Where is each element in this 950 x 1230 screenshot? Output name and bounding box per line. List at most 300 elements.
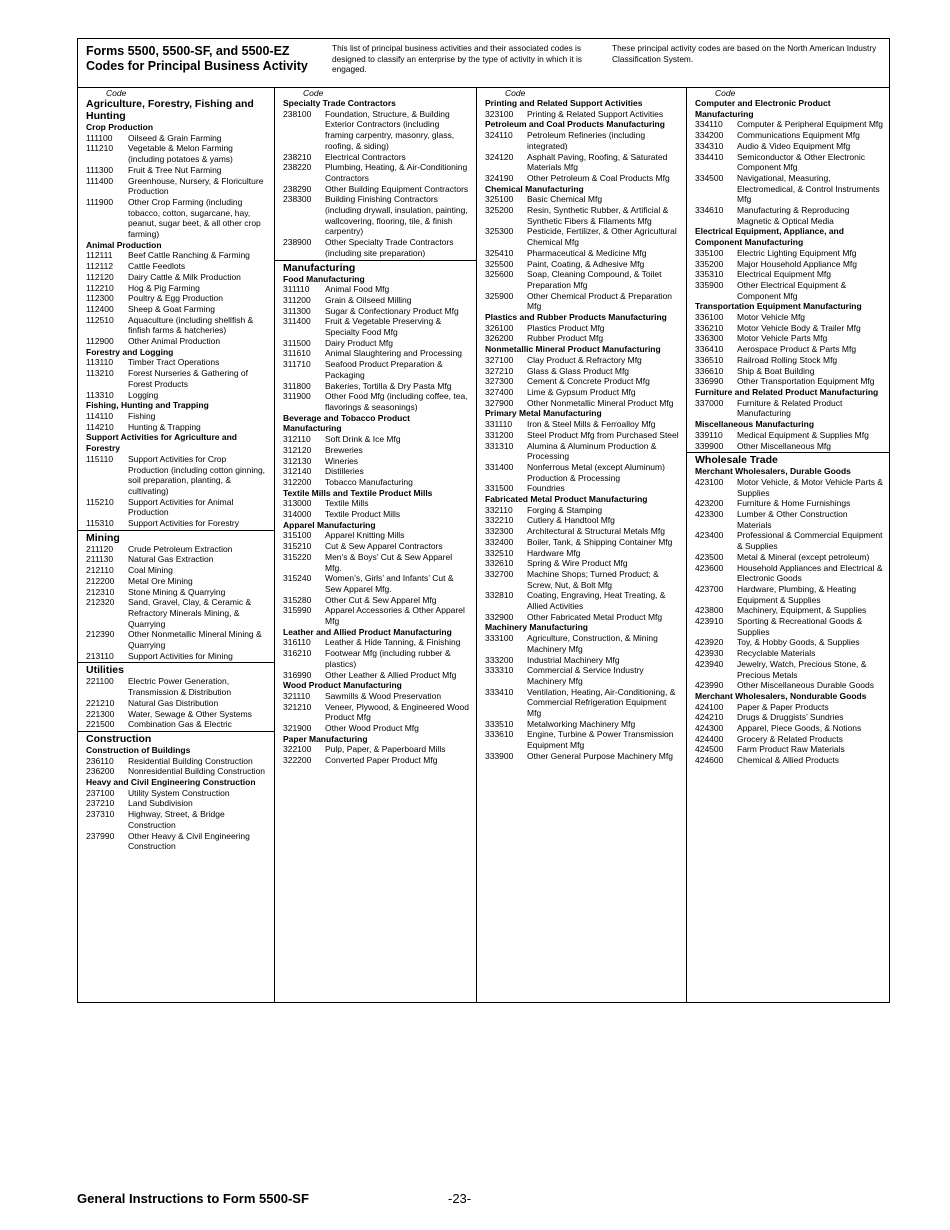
activity-row xyxy=(78,719,274,730)
activity-row xyxy=(275,316,476,337)
activity-row xyxy=(78,756,274,767)
activity-description: Pesticide, Fertilizer, & Other Agricultural Chemical Mfg xyxy=(527,226,677,248)
activity-row xyxy=(687,734,889,745)
activity-row xyxy=(687,552,889,563)
subsector-heading: Forestry and Logging xyxy=(86,346,174,357)
activity-row xyxy=(78,357,274,368)
activity-code: 316210 xyxy=(283,648,312,659)
activity-description: Building Finishing Contractors (including drywall, insulation, painting, wallcovering, flooring, tile, & finish carpentry) xyxy=(325,194,468,237)
activity-row xyxy=(78,315,274,336)
activity-description: Vegetable & Melon Farming (including potatoes & yams) xyxy=(128,143,233,165)
activity-row xyxy=(477,152,686,173)
activity-description: Metal & Mineral (except petroleum) xyxy=(737,551,870,562)
activity-row xyxy=(477,655,686,666)
activity-code: 111900 xyxy=(86,196,114,207)
activity-row xyxy=(275,670,476,681)
activity-row xyxy=(687,398,889,419)
activity-description: Hardware Mfg xyxy=(527,547,581,558)
activity-row xyxy=(687,259,889,270)
activity-code: 111400 xyxy=(86,175,114,186)
codes-table xyxy=(77,38,890,1003)
activity-code: 321110 xyxy=(283,690,311,701)
activity-row xyxy=(78,554,274,565)
activity-row xyxy=(78,651,274,662)
activity-code: 327300 xyxy=(485,376,514,387)
activity-row xyxy=(477,194,686,205)
activity-code: 238220 xyxy=(283,162,312,173)
activity-description: Apparel Knitting Mills xyxy=(325,530,405,541)
activity-code: 339110 xyxy=(695,429,723,440)
activity-code: 313000 xyxy=(283,498,312,509)
activity-row xyxy=(78,390,274,401)
activity-code: 332900 xyxy=(485,611,514,622)
activity-row xyxy=(78,565,274,576)
activity-row xyxy=(477,505,686,516)
activity-code: 325300 xyxy=(485,226,514,237)
activity-row xyxy=(477,515,686,526)
activity-description: Men’s & Boys’ Cut & Sew Apparel Mfg. xyxy=(325,551,453,573)
activity-row xyxy=(477,441,686,462)
activity-description: Poultry & Egg Production xyxy=(128,293,223,304)
activity-row xyxy=(477,376,686,387)
activity-code: 334500 xyxy=(695,172,724,183)
activity-description: Coating, Engraving, Heat Treating, & Allied Activities xyxy=(527,590,666,612)
activity-code: 221210 xyxy=(86,697,115,708)
activity-description: Nonferrous Metal (except Aluminum) Production & Processing xyxy=(527,461,665,483)
activity-description: Major Household Appliance Mfg xyxy=(737,258,858,269)
activity-row xyxy=(275,295,476,306)
activity-description: Navigational, Measuring, Electromedical, & Control Instruments Mfg xyxy=(737,172,880,205)
activity-code: 238210 xyxy=(283,151,312,162)
activity-code: 333610 xyxy=(485,729,514,740)
activity-code: 324190 xyxy=(485,172,514,183)
subsector-heading: Paper Manufacturing xyxy=(283,733,368,744)
activity-description: Animal Food Mfg xyxy=(325,284,390,295)
activity-description: Ship & Boat Building xyxy=(737,365,815,376)
activity-code: 423800 xyxy=(695,605,724,616)
activity-code: 221500 xyxy=(86,719,115,730)
activity-description: Plastics Product Mfg xyxy=(527,322,605,333)
activity-code: 312110 xyxy=(283,434,311,445)
activity-row xyxy=(477,173,686,184)
subsector-heading: Animal Production xyxy=(86,239,162,250)
activity-row xyxy=(78,597,274,629)
activity-description: Logging xyxy=(128,389,159,400)
activity-description: Highway, Street, & Bridge Construction xyxy=(128,809,225,830)
activity-code: 336610 xyxy=(695,365,724,376)
activity-code: 236110 xyxy=(86,755,114,766)
activity-row xyxy=(477,537,686,548)
subsector-heading: Furniture and Related Product Manufacturing xyxy=(695,386,879,397)
activity-code: 334610 xyxy=(695,205,724,216)
activity-description: Land Subdivision xyxy=(128,798,193,809)
activity-row xyxy=(477,366,686,377)
activity-description: Railroad Rolling Stock Mfg xyxy=(737,354,838,365)
activity-description: Metal Ore Mining xyxy=(128,575,193,586)
activity-description: Drugs & Druggists’ Sundries xyxy=(737,712,844,723)
subsector-heading: Transportation Equipment Manufacturing xyxy=(695,301,862,312)
activity-description: Paper & Paper Products xyxy=(737,701,829,712)
activity-row xyxy=(275,152,476,163)
activity-description: Greenhouse, Nursery, & Floriculture Production xyxy=(128,175,264,197)
activity-description: Oilseed & Grain Farming xyxy=(128,132,222,143)
activity-row xyxy=(477,729,686,750)
activity-description: Apparel, Piece Goods, & Notions xyxy=(737,723,862,734)
activity-row xyxy=(687,637,889,648)
activity-code: 327400 xyxy=(485,386,514,397)
activity-description: Sporting & Recreational Goods & Supplies xyxy=(737,616,863,637)
activity-row xyxy=(687,152,889,173)
activity-row xyxy=(78,576,274,587)
page-number: -23- xyxy=(448,1191,472,1206)
activity-code: 312120 xyxy=(283,444,312,455)
activity-row xyxy=(477,719,686,730)
activity-code: 331200 xyxy=(485,429,514,440)
activity-row xyxy=(275,194,476,237)
subsector-heading: Nonmetallic Mineral Product Manufacturing xyxy=(485,344,661,355)
activity-code: 325410 xyxy=(485,247,514,258)
subsector-heading: Merchant Wholesalers, Nondurable Goods xyxy=(695,690,867,701)
activity-description: Other Crop Farming (including tobacco, cotton, sugarcane, hay, peanut, sugar beet, & all other crop farming) xyxy=(128,196,261,240)
activity-row xyxy=(275,691,476,702)
activity-code: 334410 xyxy=(695,151,724,162)
activity-code: 237100 xyxy=(86,787,115,798)
activity-description: Glass & Glass Product Mfg xyxy=(527,365,630,376)
activity-code: 335900 xyxy=(695,279,724,290)
activity-row xyxy=(275,541,476,552)
activity-code: 112120 xyxy=(86,271,114,282)
activity-code: 212110 xyxy=(86,565,114,576)
activity-description: Veneer, Plywood, & Engineered Wood Product Mfg xyxy=(325,701,469,723)
activity-row xyxy=(78,176,274,197)
activity-row xyxy=(687,130,889,141)
activity-row xyxy=(687,269,889,280)
activity-code: 334110 xyxy=(695,119,723,130)
subsector-heading: Apparel Manufacturing xyxy=(283,519,376,530)
code-column-label: Code xyxy=(106,88,127,98)
activity-row xyxy=(687,173,889,205)
activity-row xyxy=(275,109,476,152)
activity-row xyxy=(477,569,686,590)
activity-code: 324120 xyxy=(485,151,514,162)
activity-code: 332810 xyxy=(485,590,514,601)
activity-row xyxy=(687,723,889,734)
activity-code: 331400 xyxy=(485,461,514,472)
activity-code: 114210 xyxy=(86,421,114,432)
subsector-heading: Specialty Trade Contractors xyxy=(283,98,396,108)
activity-row xyxy=(78,798,274,809)
sector-heading: Utilities xyxy=(86,664,124,677)
activity-description: Apparel Accessories & Other Apparel Mfg xyxy=(325,605,465,627)
activity-row xyxy=(275,702,476,723)
activity-row xyxy=(78,544,274,555)
activity-row xyxy=(477,590,686,611)
activity-code: 332400 xyxy=(485,536,514,547)
activity-code: 423930 xyxy=(695,648,724,659)
subsector-heading: Fishing, Hunting and Trapping xyxy=(86,400,209,411)
activity-row xyxy=(275,284,476,295)
activity-description: Electrical Contractors xyxy=(325,151,406,162)
activity-code: 114110 xyxy=(86,410,114,421)
activity-row xyxy=(78,788,274,799)
activity-row xyxy=(275,445,476,456)
activity-description: Spring & Wire Product Mfg xyxy=(527,558,628,569)
activity-row xyxy=(78,133,274,144)
subsector-heading: Beverage and Tobacco Product Manufacturing xyxy=(283,412,410,434)
activity-code: 321210 xyxy=(283,701,312,712)
activity-code: 333510 xyxy=(485,718,514,729)
activity-description: Distilleries xyxy=(325,466,364,477)
activity-description: Professional & Commercial Equipment & Supplies xyxy=(737,530,883,552)
activity-code: 112900 xyxy=(86,336,114,347)
activity-code: 115310 xyxy=(86,518,114,529)
code-column-label: Code xyxy=(715,88,736,98)
activity-code: 331110 xyxy=(485,419,513,430)
subsector-heading: Textile Mills and Textile Product Mills xyxy=(283,487,433,498)
activity-code: 238900 xyxy=(283,237,312,248)
activity-description: Seafood Product Preparation & Packaging xyxy=(325,359,443,380)
activity-code: 212390 xyxy=(86,629,115,640)
activity-code: 332300 xyxy=(485,526,514,537)
activity-code: 315100 xyxy=(283,530,312,541)
activity-row xyxy=(477,633,686,654)
activity-description: Stone Mining & Quarrying xyxy=(128,586,226,597)
subsector-heading: Support Activities for Agriculture and Forestry xyxy=(86,432,237,454)
activity-description: Natural Gas Extraction xyxy=(128,554,214,565)
activity-row xyxy=(687,280,889,301)
activity-row xyxy=(78,497,274,518)
activity-row xyxy=(477,687,686,719)
activity-row xyxy=(78,766,274,777)
activity-description: Petroleum Refineries (including integrated) xyxy=(527,130,646,151)
activity-row xyxy=(275,648,476,669)
activity-row xyxy=(687,605,889,616)
activity-description: Industrial Machinery Mfg xyxy=(527,654,620,665)
activity-row xyxy=(687,563,889,584)
section-divider xyxy=(78,530,274,531)
activity-row xyxy=(687,616,889,637)
activity-description: Coal Mining xyxy=(128,565,173,576)
activity-row xyxy=(477,130,686,151)
activity-row xyxy=(78,336,274,347)
activity-row xyxy=(477,430,686,441)
activity-row xyxy=(275,359,476,380)
activity-description: Animal Slaughtering and Processing xyxy=(325,348,463,359)
activity-code: 111210 xyxy=(86,143,114,154)
activity-row xyxy=(275,498,476,509)
activity-description: Hog & Pig Farming xyxy=(128,282,200,293)
activity-code: 336210 xyxy=(695,322,724,333)
page-title: Forms 5500, 5500-SF, and 5500-EZ Codes for Principal Business Activity xyxy=(86,44,308,73)
activity-code: 315280 xyxy=(283,594,312,605)
activity-row xyxy=(687,344,889,355)
activity-description: Furniture & Home Furnishings xyxy=(737,498,851,509)
activity-code: 112300 xyxy=(86,293,114,304)
section-divider xyxy=(78,731,274,732)
activity-row xyxy=(275,434,476,445)
activity-row xyxy=(687,755,889,766)
activity-description: Other Electrical Equipment & Component Mfg xyxy=(737,279,847,301)
activity-description: Timber Tract Operations xyxy=(128,357,220,368)
activity-row xyxy=(275,184,476,195)
activity-code: 333100 xyxy=(485,633,514,644)
activity-code: 311110 xyxy=(283,284,310,295)
subsector-heading: Leather and Allied Product Manufacturing xyxy=(283,626,452,637)
activity-code: 315220 xyxy=(283,551,312,562)
activity-row xyxy=(687,355,889,366)
activity-code: 112210 xyxy=(86,282,114,293)
activity-code: 112112 xyxy=(86,261,114,272)
activity-code: 333410 xyxy=(485,686,514,697)
activity-code: 335100 xyxy=(695,247,724,258)
activity-description: Machinery, Equipment, & Supplies xyxy=(737,605,867,616)
activity-row xyxy=(687,248,889,259)
activity-row xyxy=(275,723,476,734)
activity-code: 115110 xyxy=(86,453,114,464)
activity-description: Other Petroleum & Coal Products Mfg xyxy=(527,172,670,183)
activity-code: 312200 xyxy=(283,476,312,487)
column-4 xyxy=(687,88,889,1002)
subsector-heading: Primary Metal Manufacturing xyxy=(485,408,602,419)
activity-description: Basic Chemical Mfg xyxy=(527,194,603,205)
activity-description: Motor Vehicle Mfg xyxy=(737,312,806,323)
activity-description: Other Food Mfg (including coffee, tea, flavorings & seasonings) xyxy=(325,391,468,412)
activity-row xyxy=(78,454,274,497)
activity-row xyxy=(275,456,476,467)
column-1 xyxy=(78,88,275,1002)
activity-description: Fruit & Tree Nut Farming xyxy=(128,164,222,175)
activity-row xyxy=(78,518,274,529)
activity-row xyxy=(687,659,889,680)
sector-heading: Manufacturing xyxy=(283,261,356,274)
subsector-heading: Printing and Related Support Activities xyxy=(485,98,643,108)
subsector-heading: Plastics and Rubber Products Manufacturing xyxy=(485,312,667,323)
activity-description: Other Miscellaneous Durable Goods xyxy=(737,680,875,691)
activity-description: Cutlery & Handtool Mfg xyxy=(527,515,615,526)
section-divider xyxy=(275,260,476,261)
activity-description: Rubber Product Mfg xyxy=(527,333,604,344)
activity-row xyxy=(687,376,889,387)
activity-description: Plumbing, Heating, & Air-Conditioning Contractors xyxy=(325,162,468,183)
activity-code: 332110 xyxy=(485,504,513,515)
activity-code: 423990 xyxy=(695,680,724,691)
activity-row xyxy=(687,680,889,691)
activity-code: 311300 xyxy=(283,305,311,316)
activity-code: 326200 xyxy=(485,333,514,344)
activity-code: 423500 xyxy=(695,551,724,562)
activity-code: 334310 xyxy=(695,140,724,151)
activity-description: Cement & Concrete Product Mfg xyxy=(527,376,650,387)
activity-code: 326100 xyxy=(485,322,514,333)
activity-code: 312130 xyxy=(283,455,312,466)
activity-code: 325500 xyxy=(485,258,514,269)
activity-row xyxy=(275,509,476,520)
activity-code: 336410 xyxy=(695,344,724,355)
activity-description: Footwear Mfg (including rubber & plastics) xyxy=(325,648,451,669)
subsector-heading: Merchant Wholesalers, Durable Goods xyxy=(695,466,851,477)
activity-code: 315210 xyxy=(283,541,312,552)
activity-description: Electrical Equipment Mfg xyxy=(737,269,832,280)
activity-code: 311200 xyxy=(283,294,311,305)
activity-description: Commercial & Service Industry Machinery Mfg xyxy=(527,665,644,686)
activity-code: 424100 xyxy=(695,701,724,712)
activity-description: Lime & Gypsum Product Mfg xyxy=(527,386,636,397)
activity-description: Electric Lighting Equipment Mfg xyxy=(737,247,857,258)
activity-code: 311710 xyxy=(283,359,311,370)
activity-code: 113310 xyxy=(86,389,114,400)
sector-heading: Construction xyxy=(86,732,152,745)
activity-row xyxy=(275,477,476,488)
activity-code: 332510 xyxy=(485,547,514,558)
activity-description: Alumina & Aluminum Production & Processing xyxy=(527,440,657,462)
activity-description: Wineries xyxy=(325,455,359,466)
activity-row xyxy=(477,751,686,762)
activity-code: 113110 xyxy=(86,357,114,368)
activity-row xyxy=(477,462,686,483)
activity-code: 327210 xyxy=(485,365,514,376)
activity-code: 315240 xyxy=(283,573,312,584)
column-3 xyxy=(477,88,687,1002)
activity-description: Hunting & Trapping xyxy=(128,421,201,432)
activity-code: 325200 xyxy=(485,205,514,216)
activity-code: 238100 xyxy=(283,108,312,119)
activity-code: 237310 xyxy=(86,809,115,820)
activity-row xyxy=(687,430,889,441)
activity-row xyxy=(687,366,889,377)
activity-code: 212200 xyxy=(86,575,115,586)
activity-code: 423100 xyxy=(695,476,724,487)
subsector-heading: Miscellaneous Manufacturing xyxy=(695,419,815,430)
activity-row xyxy=(78,143,274,164)
activity-code: 324110 xyxy=(485,130,513,141)
activity-description: Women’s, Girls’ and Infants’ Cut & Sew Apparel Mfg. xyxy=(325,573,454,594)
activity-code: 237210 xyxy=(86,798,115,809)
intro-text: This list of principal business activities and their associated codes is designed to classify an enterprise by the type of activity in which it is engaged. xyxy=(332,43,582,74)
activity-code: 423300 xyxy=(695,509,724,520)
activity-row xyxy=(687,584,889,605)
activity-description: Fruit & Vegetable Preserving & Specialty Food Mfg xyxy=(325,316,442,338)
activity-row xyxy=(477,291,686,312)
activity-code: 112400 xyxy=(86,303,114,314)
activity-code: 336990 xyxy=(695,376,724,387)
activity-row xyxy=(78,368,274,389)
activity-code: 336100 xyxy=(695,312,724,323)
activity-code: 111300 xyxy=(86,164,114,175)
activity-row xyxy=(477,548,686,559)
activity-description: Breweries xyxy=(325,444,363,455)
activity-row xyxy=(687,648,889,659)
activity-description: Aquaculture (including shellfish & finfish farms & hatcheries) xyxy=(128,314,254,336)
activity-code: 331500 xyxy=(485,483,514,494)
activity-code: 316110 xyxy=(283,637,311,648)
activity-code: 315990 xyxy=(283,605,312,616)
activity-description: Communications Equipment Mfg xyxy=(737,130,860,141)
activity-description: Crude Petroleum Extraction xyxy=(128,543,233,554)
activity-description: Ventilation, Heating, Air-Conditioning, & Commercial Refrigeration Equipment Mfg xyxy=(527,686,676,719)
activity-description: Manufacturing & Reproducing Magnetic & Optical Media xyxy=(737,205,850,226)
activity-code: 311400 xyxy=(283,316,311,327)
activity-description: Pharmaceutical & Medicine Mfg xyxy=(527,247,647,258)
activity-description: Resin, Synthetic Rubber, & Artificial & Synthetic Fibers & Filaments Mfg xyxy=(527,205,669,226)
section-divider xyxy=(78,662,274,663)
activity-description: Agriculture, Construction, & Mining Machinery Mfg xyxy=(527,633,658,654)
activity-description: Support Activities for Crop Production (including cotton ginning, soil preparation, planting, & cultivating) xyxy=(128,453,266,496)
activity-row xyxy=(78,165,274,176)
activity-code: 327100 xyxy=(485,354,514,365)
activity-description: Pulp, Paper, & Paperboard Mills xyxy=(325,744,446,755)
activity-code: 332210 xyxy=(485,515,514,526)
activity-description: Recyclable Materials xyxy=(737,648,816,659)
